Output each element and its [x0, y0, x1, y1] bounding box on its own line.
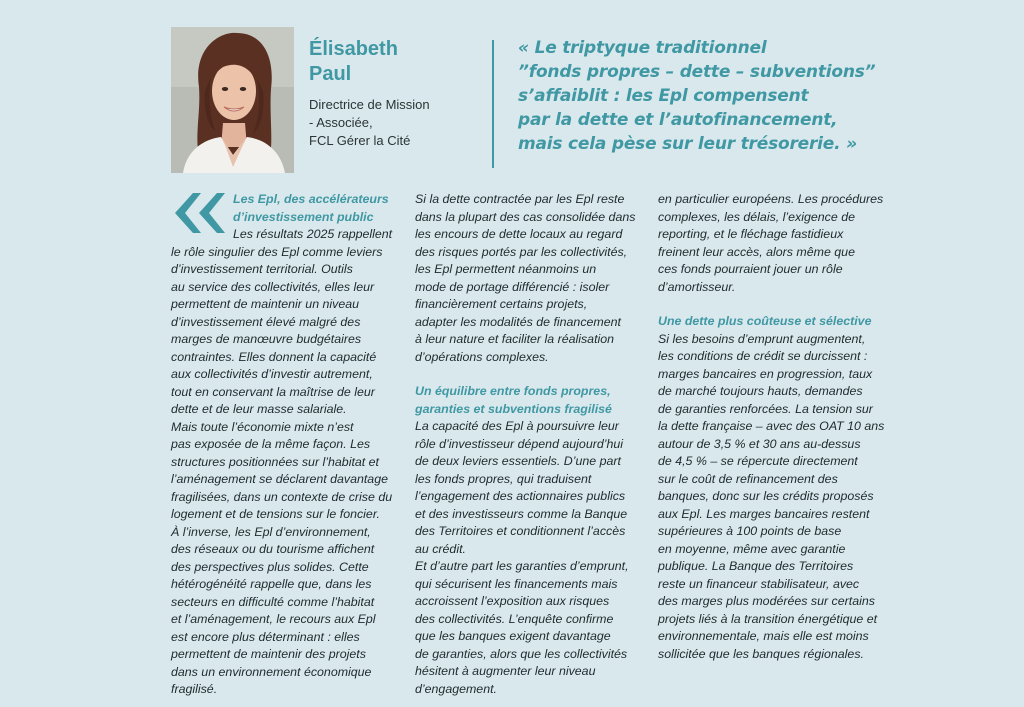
paragraph-line: marges bancaires en progression, taux — [658, 366, 873, 381]
quote-line: mais cela pèse sur leur trésorerie. » — [518, 134, 857, 154]
paragraph-line: fragilisé. — [171, 682, 218, 696]
paragraph-line: contraintes. Elles donnent la capacité — [171, 349, 377, 364]
paragraph-line: publique. La Banque des Territoires — [658, 559, 854, 573]
paragraph-line: secteurs en difficulté comme l’habitat — [171, 594, 375, 609]
section-heading: Un équilibre entre fonds propres, — [415, 384, 611, 398]
paragraph-line: permettent de maintenir un niveau — [171, 297, 360, 311]
paragraph-line: rôle d’investisseur dépend aujourd’hui — [415, 436, 624, 451]
paragraph-line: des Territoires et conditionnent l’accès — [415, 524, 626, 538]
paragraph-line: complexes, les délais, l’exigence de — [658, 209, 855, 224]
person-role — [309, 96, 489, 150]
paragraph-line: fragilisées, dans un contexte de crise du — [171, 489, 393, 504]
paragraph-line: adapter les modalités de financement — [415, 314, 621, 329]
paragraph-line: la dette française – avec des OAT 10 ans — [658, 419, 885, 433]
paragraph-line: dans la plupart des cas consolidée dans — [415, 209, 636, 224]
paragraph-line: hésitent à augmenter leur niveau — [415, 664, 596, 678]
paragraph-line: Les résultats 2025 rappellent — [233, 227, 393, 241]
paragraph-line: en particulier européens. Les procédures — [658, 192, 884, 206]
portrait-photo — [171, 27, 294, 173]
section-heading: Les Epl, des accélérateurs — [233, 192, 389, 206]
section-heading: garanties et subventions fragilisé — [415, 401, 612, 416]
role-line: - Associée, — [309, 115, 373, 130]
paragraph-line: les fonds propres, qui traduisent — [415, 471, 592, 486]
article-column-3 — [658, 191, 890, 663]
paragraph-line: La capacité des Epl à poursuivre leur — [415, 419, 619, 433]
paragraph-line: reste un financeur stabilisateur, avec — [658, 576, 860, 591]
section-heading: d’investissement public — [233, 209, 374, 224]
paragraph-line: supérieures à 100 points de base — [658, 524, 842, 538]
paragraph-line: de garanties, alors que les collectivités — [415, 646, 628, 661]
paragraph-line: logement et de tensions sur le foncier. — [171, 507, 380, 521]
person-name — [309, 37, 489, 87]
portrait-illustration — [171, 27, 294, 173]
paragraph-line: ces fonds pourraient jouer un rôle — [658, 262, 843, 276]
role-line: FCL Gérer la Cité — [309, 133, 411, 148]
paragraph-line: projets liés à la transition énergétique et — [658, 611, 878, 626]
paragraph-line: d’amortisseur. — [658, 279, 736, 294]
paragraph-line: d’investissement élevé malgré des — [171, 314, 361, 329]
quote-line: ”fonds propres – dette – subventions” — [518, 62, 876, 82]
quote-line: « Le triptyque traditionnel — [518, 38, 767, 58]
quote-line: s’affaiblit : les Epl compensent — [518, 86, 809, 106]
paragraph-line: environnementale, mais elle est moins — [658, 629, 869, 643]
paragraph-line: les Epl permettent néanmoins un — [415, 262, 597, 276]
paragraph-line: financièrement certains projets, — [415, 297, 588, 311]
paragraph-line: À l’inverse, les Epl d’environnement, — [171, 524, 371, 539]
paragraph-line: dans un environnement économique — [171, 664, 372, 679]
paragraph-line: permettent de maintenir des projets — [171, 647, 366, 661]
paragraph-line: des perspectives plus solides. Cette — [171, 559, 369, 574]
paragraph-line: pas exposée de la même façon. Les — [171, 437, 371, 451]
paragraph-line: Mais toute l’économie mixte n’est — [171, 419, 354, 434]
paragraph-line: l’engagement des actionnaires publics — [415, 489, 626, 503]
paragraph-line: accroissent l’exposition aux risques — [415, 594, 610, 608]
paragraph-line: est encore plus déterminant : elles — [171, 629, 360, 644]
paragraph-line: que les banques exigent davantage — [415, 629, 611, 643]
article-column-2 — [415, 191, 647, 698]
paragraph-line: d’investissement territorial. Outils — [171, 262, 353, 276]
quote-divider — [492, 40, 494, 168]
paragraph-line: hétérogénéité rappelle que, dans les — [171, 577, 372, 591]
paragraph-line: freinent leur accès, alors même que — [658, 244, 855, 259]
role-line: Directrice de Mission — [309, 97, 430, 112]
pull-quote — [518, 36, 918, 156]
paragraph-line: l’aménagement se déclarent davantage — [171, 472, 388, 486]
paragraph-line: qui sécurisent les financements mais — [415, 576, 618, 591]
article-column-1 — [171, 191, 403, 699]
paragraph-line: de deux leviers essentiels. D’une part — [415, 454, 621, 468]
paragraph-line: des marges plus modérées sur certains — [658, 594, 875, 608]
paragraph-line: et des investisseurs comme la Banque — [415, 506, 628, 521]
person-last-name: Paul — [309, 63, 352, 85]
paragraph-line: de garanties renforcées. La tension sur — [658, 401, 873, 416]
paragraph-line: dette et de leur masse salariale. — [171, 402, 347, 416]
paragraph-line: aux Epl. Les marges bancaires restent — [658, 506, 870, 521]
quotation-mark-icon — [171, 191, 226, 235]
paragraph-line: le rôle singulier des Epl comme leviers — [171, 244, 383, 259]
paragraph-line: d’opérations complexes. — [415, 349, 549, 364]
paragraph-line: de marché toujours hauts, demandes — [658, 384, 863, 398]
paragraph-line: Si la dette contractée par les Epl reste — [415, 192, 625, 206]
paragraph-line: des collectivités. L’enquête confirme — [415, 611, 614, 626]
paragraph-line: au service des collectivités, elles leur — [171, 279, 375, 294]
paragraph-line: structures positionnées sur l’habitat et — [171, 454, 379, 469]
paragraph-line: au crédit. — [415, 541, 466, 556]
paragraph-line: aux collectivités d’investir autrement, — [171, 367, 373, 381]
paragraph-line: sur le coût de refinancement des — [658, 471, 838, 486]
paragraph-line: tout en conservant la maîtrise de leur — [171, 384, 375, 399]
paragraph-line: autour de 3,5 % et 30 ans au-dessus — [658, 436, 861, 451]
quote-line: par la dette et l’autofinancement, — [518, 110, 838, 130]
paragraph-line: en moyenne, même avec garantie — [658, 541, 846, 556]
paragraph-line: des réseaux ou du tourisme affichent — [171, 542, 375, 556]
paragraph-line: marges de manœuvre budgétaires — [171, 332, 362, 346]
paragraph-line: les conditions de crédit se durcissent : — [658, 349, 868, 363]
paragraph-line: et l’aménagement, le recours aux Epl — [171, 612, 376, 626]
paragraph-line: banques, donc sur les crédits proposés — [658, 489, 874, 503]
paragraph-line: Si les besoins d’emprunt augmentent, — [658, 331, 866, 346]
paragraph-line: d’engagement. — [415, 681, 497, 696]
paragraph-line: sollicitée que les banques régionales. — [658, 646, 864, 661]
section-heading: Une dette plus coûteuse et sélective — [658, 314, 872, 328]
paragraph-line: les encours de dette locaux au regard — [415, 227, 623, 241]
paragraph-line: reporting, et le fléchage fastidieux — [658, 227, 844, 241]
person-first-name: Élisabeth — [309, 38, 398, 60]
paragraph-line: des risques portés par les collectivités, — [415, 244, 628, 259]
paragraph-line: mode de portage différencié : isoler — [415, 279, 610, 294]
paragraph-line: à leur nature et faciliter la réalisation — [415, 332, 615, 346]
paragraph-line: de 4,5 % – se répercute directement — [658, 454, 858, 468]
paragraph-line: Et d’autre part les garanties d’emprunt, — [415, 559, 629, 573]
